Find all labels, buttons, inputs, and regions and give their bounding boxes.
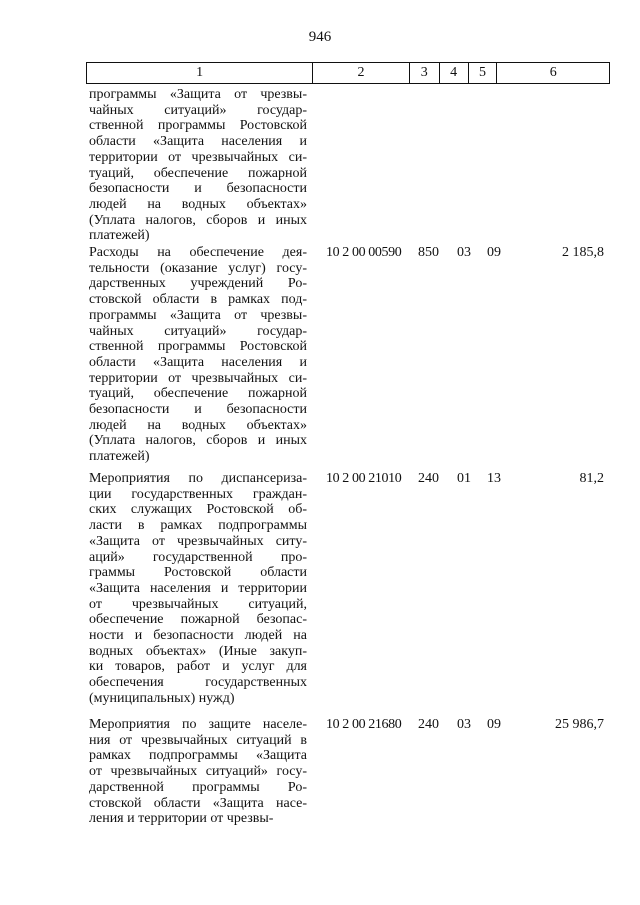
description-line: обеспечение пожарной безопас- — [89, 612, 307, 628]
header-col-1: 1 — [87, 63, 313, 83]
expense-type-code: 240 — [418, 717, 439, 732]
header-col-2: 2 — [313, 63, 410, 83]
description-line: чайных ситуаций» государ- — [89, 323, 307, 339]
description-line: стовской области в рамках под- — [89, 292, 307, 308]
description-line: ственной программы Ростовской — [89, 118, 307, 134]
header-col-5: 5 — [469, 63, 498, 83]
row-description — [89, 717, 307, 827]
description-line: людей на водных объектах» — [89, 196, 307, 212]
description-line: обеспечения государственных — [89, 675, 307, 691]
description-line: стовской области «Защита насе- — [89, 795, 307, 811]
description-line: платежей) — [89, 228, 150, 244]
amount: 25 986,7 — [555, 717, 604, 732]
description-line: «Защита населения и территории — [89, 580, 307, 596]
description-line: платежей) — [89, 449, 150, 465]
expense-type-code: 850 — [418, 245, 439, 260]
description-line: тельности (оказание услуг) госу- — [89, 260, 307, 276]
description-line: (Уплата налогов, сборов и иных — [89, 212, 307, 228]
description-line: туаций, обеспечение пожарной — [89, 386, 307, 402]
subsection-code: 09 — [487, 717, 501, 732]
description-line: Мероприятия по диспансериза- — [89, 471, 307, 486]
description-line: ственной программы Ростовской — [89, 339, 307, 355]
description-line: дарственной программы Ро- — [89, 779, 307, 795]
description-line: безопасности и безопасности — [89, 402, 307, 418]
description-line: программы «Защита от чрезвы- — [89, 307, 307, 323]
description-line: ления и территории от чрезвы- — [89, 811, 274, 827]
target-code: 10 2 00 21010 — [326, 471, 402, 486]
description-line: (муниципальных) нужд) — [89, 690, 235, 706]
target-code: 10 2 00 21680 — [326, 717, 402, 732]
amount: 2 185,8 — [562, 245, 604, 260]
header-col-3: 3 — [410, 63, 440, 83]
table-header — [86, 62, 610, 84]
section-code: 03 — [457, 717, 471, 732]
section-code: 01 — [457, 471, 471, 486]
description-line: области «Защита населения и — [89, 354, 307, 370]
description-line: безопасности и безопасности — [89, 181, 307, 197]
description-line: Расходы на обеспечение дея- — [89, 245, 307, 260]
description-line: от чрезвычайных ситуаций, — [89, 596, 307, 612]
subsection-code: 09 — [487, 245, 501, 260]
section-code: 03 — [457, 245, 471, 260]
description-line: дарственных учреждений Ро- — [89, 276, 307, 292]
description-line: от чрезвычайных ситуаций» госу- — [89, 764, 307, 780]
description-line: ции государственных граждан- — [89, 486, 307, 502]
description-line: чайных ситуаций» государ- — [89, 102, 307, 118]
description-line: ния от чрезвычайных ситуаций в — [89, 732, 307, 748]
description-line: граммы Ростовской области — [89, 565, 307, 581]
description-line: ки товаров, работ и услуг для — [89, 659, 307, 675]
description-line: людей на водных объектах» — [89, 417, 307, 433]
description-line: программы «Защита от чрезвы- — [89, 87, 307, 102]
row-description — [89, 245, 307, 465]
description-line: территории от чрезвычайных си- — [89, 370, 307, 386]
description-line: ских служащих Ростовской об- — [89, 502, 307, 518]
description-line: области «Защита населения и — [89, 134, 307, 150]
expense-type-code: 240 — [418, 471, 439, 486]
description-line: «Защита от чрезвычайных ситу- — [89, 533, 307, 549]
page-number: 946 — [308, 29, 332, 45]
subsection-code: 13 — [487, 471, 501, 486]
description-line: ности и безопасности людей на — [89, 628, 307, 644]
description-line: ласти в рамках подпрограммы — [89, 518, 307, 534]
description-line: туаций, обеспечение пожарной — [89, 165, 307, 181]
description-line: территории от чрезвычайных си- — [89, 149, 307, 165]
row-description — [89, 87, 307, 244]
row-description — [89, 471, 307, 707]
description-line: аций» государственной про- — [89, 549, 307, 565]
amount: 81,2 — [579, 471, 604, 486]
description-line: (Уплата налогов, сборов и иных — [89, 433, 307, 449]
description-line: Мероприятия по защите населе- — [89, 717, 307, 732]
header-col-6: 6 — [549, 65, 557, 80]
target-code: 10 2 00 00590 — [326, 245, 402, 260]
description-line: рамках подпрограммы «Защита — [89, 748, 307, 764]
header-col-4: 4 — [440, 63, 469, 83]
description-line: водных объектах» (Иные закуп- — [89, 643, 307, 659]
